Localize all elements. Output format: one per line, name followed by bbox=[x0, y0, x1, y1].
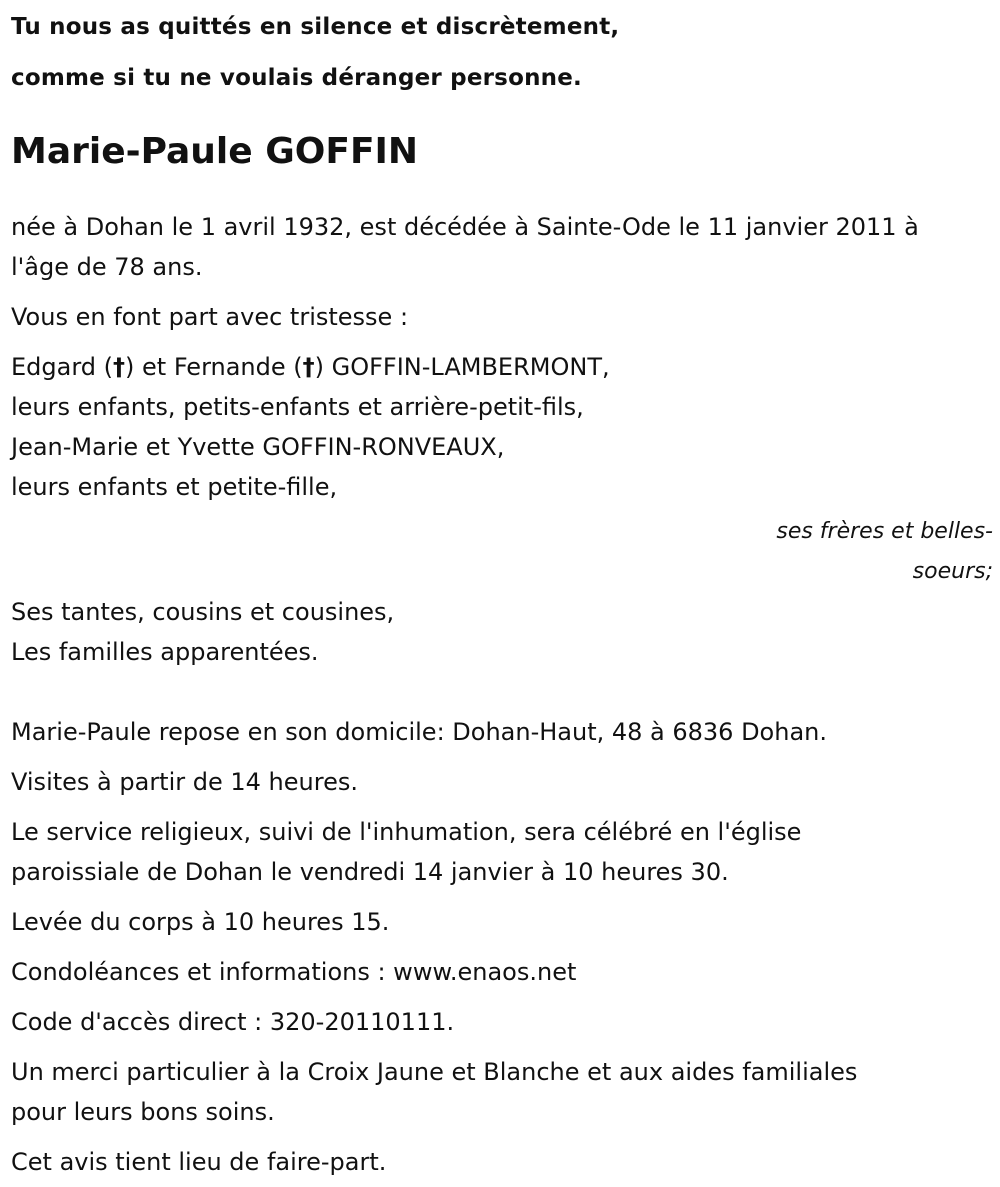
family-line-4: leurs enfants et petite-fille, bbox=[11, 473, 338, 501]
service-line-1: Le service religieux, suivi de l'inhumation, sera célébré en l'église bbox=[11, 818, 802, 846]
family-line-1-c: ) GOFFIN-LAMBERMONT, bbox=[314, 353, 610, 381]
thanks-line-1: Un merci particulier à la Croix Jaune et Blanche et aux aides familiales bbox=[11, 1058, 858, 1086]
repose-info: Marie-Paule repose en son domicile: Dohan-Haut, 48 à 6836 Dohan. bbox=[11, 718, 827, 746]
quote-line-1: Tu nous as quittés en silence et discrètement, bbox=[11, 14, 620, 40]
visiting-hours: Visites à partir de 14 heures. bbox=[11, 768, 358, 796]
announcement: Vous en font part avec tristesse : bbox=[11, 303, 409, 331]
thanks-line-2: pour leurs bons soins. bbox=[11, 1098, 275, 1126]
birth-death-line-2: l'âge de 78 ans. bbox=[11, 253, 203, 281]
access-code: Code d'accès direct : 320-20110111. bbox=[11, 1008, 455, 1036]
family-line-2: leurs enfants, petits-enfants et arrière-petit-fils, bbox=[11, 393, 584, 421]
cross-icon: † bbox=[113, 353, 126, 381]
cross-icon: † bbox=[302, 353, 315, 381]
family-line-1 bbox=[11, 347, 993, 387]
family-line-1-b: ) et Fernande ( bbox=[125, 353, 303, 381]
levee-du-corps: Levée du corps à 10 heures 15. bbox=[11, 908, 390, 936]
condolences-info: Condoléances et informations : www.enaos.net bbox=[11, 958, 577, 986]
service-line-2: paroissiale de Dohan le vendredi 14 janvier à 10 heures 30. bbox=[11, 858, 729, 886]
family-line-1-a: Edgard ( bbox=[11, 353, 114, 381]
relatives-line-2: Les familles apparentées. bbox=[11, 638, 319, 666]
quote-line-2: comme si tu ne voulais déranger personne. bbox=[11, 65, 582, 91]
closing-note: Cet avis tient lieu de faire-part. bbox=[11, 1148, 387, 1176]
siblings-note: ses frères et belles-soeurs; bbox=[776, 519, 993, 584]
birth-death-line-1: née à Dohan le 1 avril 1932, est décédée à Sainte-Ode le 11 janvier 2011 à bbox=[11, 213, 919, 241]
relatives-line-1: Ses tantes, cousins et cousines, bbox=[11, 598, 395, 626]
deceased-name: Marie-Paule GOFFIN bbox=[11, 131, 419, 172]
family-line-3: Jean-Marie et Yvette GOFFIN-RONVEAUX, bbox=[11, 433, 505, 461]
obituary-notice bbox=[11, 0, 993, 1182]
